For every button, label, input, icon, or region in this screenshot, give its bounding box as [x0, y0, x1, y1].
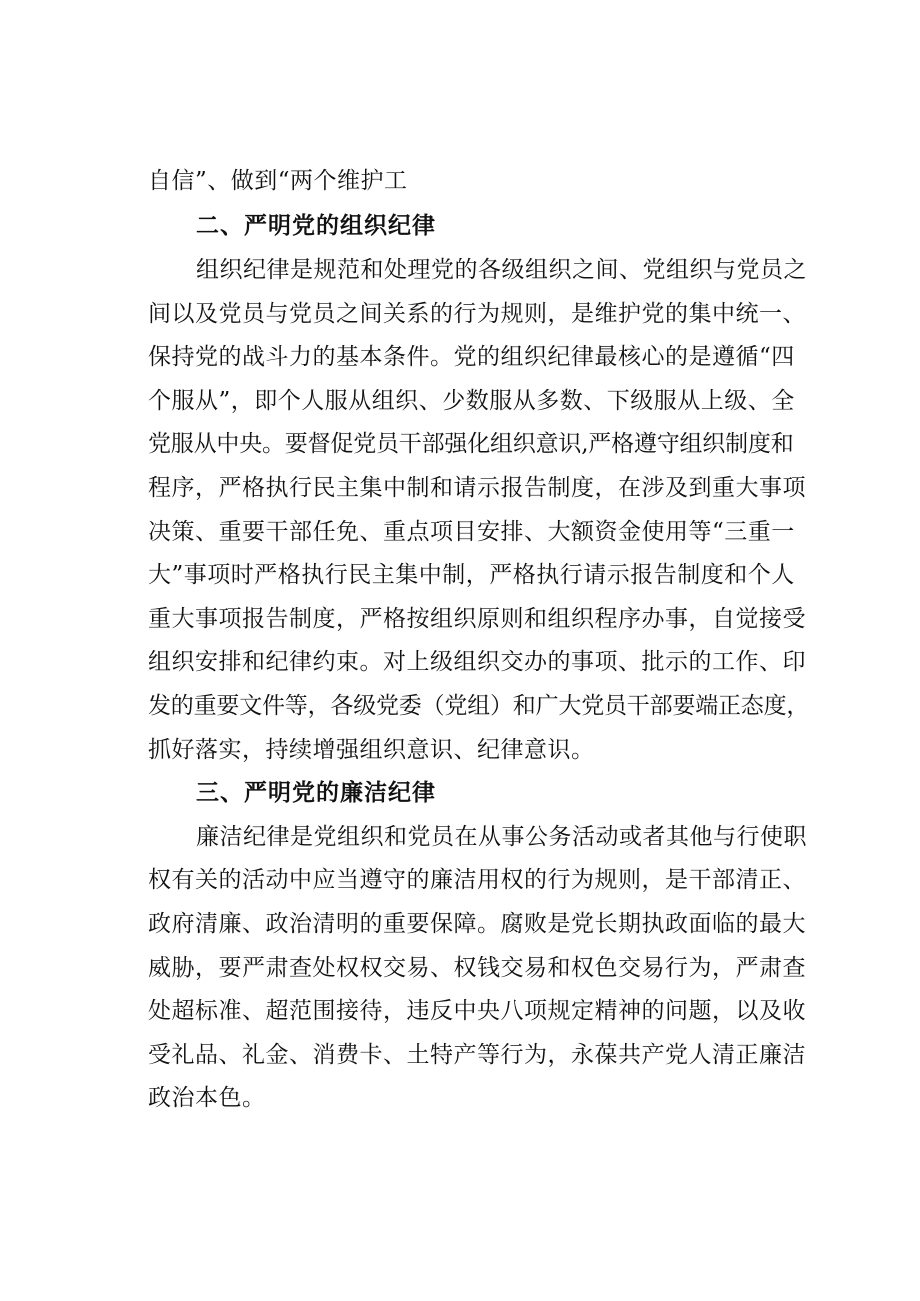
paragraph-line: 决策、重要干部任免、重点项目安排、大额资金使用等“三重一: [148, 519, 795, 545]
paragraph-line: 大”事项时严格执行民主集中制，严格执行请示报告制度和个人: [148, 562, 795, 588]
paragraph-line: 组织纪律是规范和处理党的各级组织之间、党组织与党员之: [196, 257, 807, 283]
paragraph-line: 组织安排和纪律约束。对上级组织交办的事项、批示的工作、印: [148, 649, 806, 675]
paragraph-line: 处超标准、超范围接待，违反中央八项规定精神的问题，以及收: [148, 998, 806, 1024]
section-3-heading: 三、严明党的廉洁纪律: [196, 780, 436, 806]
carryover-line: 自信”、做到“两个维护工: [148, 168, 408, 194]
paragraph-line: 保持党的战斗力的基本条件。党的组织纪律最核心的是遵循“四: [148, 344, 795, 370]
section-2-heading: 二、严明党的组织纪律: [196, 213, 436, 239]
paragraph-line: 重大事项报告制度，严格按组织原则和组织程序办事，自觉接受: [148, 606, 806, 632]
paragraph-line: 抓好落实，持续增强组织意识、纪律意识。: [148, 737, 595, 763]
paragraph-line: 廉洁纪律是党组织和党员在从事公务活动或者其他与行使职: [196, 824, 807, 850]
paragraph-line: 个服从”，即个人服从组织、少数服从多数、下级服从上级、全: [148, 388, 795, 414]
paragraph-line: 程序，严格执行民主集中制和请示报告制度，在涉及到重大事项: [148, 475, 806, 501]
paragraph-line: 发的重要文件等，各级党委（党组）和广大党员干部要端正态度，: [148, 693, 810, 719]
paragraph-line: 间以及党员与党员之间关系的行为规则，是维护党的集中统一、: [148, 301, 806, 327]
paragraph-line: 权有关的活动中应当遵守的廉洁用权的行为规则，是干部清正、: [148, 867, 806, 893]
paragraph-line: 党服从中央。要督促党员干部强化组织意识,严格遵守组织制度和: [148, 431, 794, 457]
paragraph-line: 政治本色。: [148, 1085, 266, 1111]
paragraph-line: 政府清廉、政治清明的重要保障。腐败是党长期执政面临的最大: [148, 911, 806, 937]
paragraph-line: 受礼品、礼金、消费卡、土特产等行为，永葆共产党人清正廉洁: [148, 1042, 806, 1068]
paragraph-line: 威胁，要严肃查处权权交易、权钱交易和权色交易行为，严肃查: [148, 955, 806, 981]
